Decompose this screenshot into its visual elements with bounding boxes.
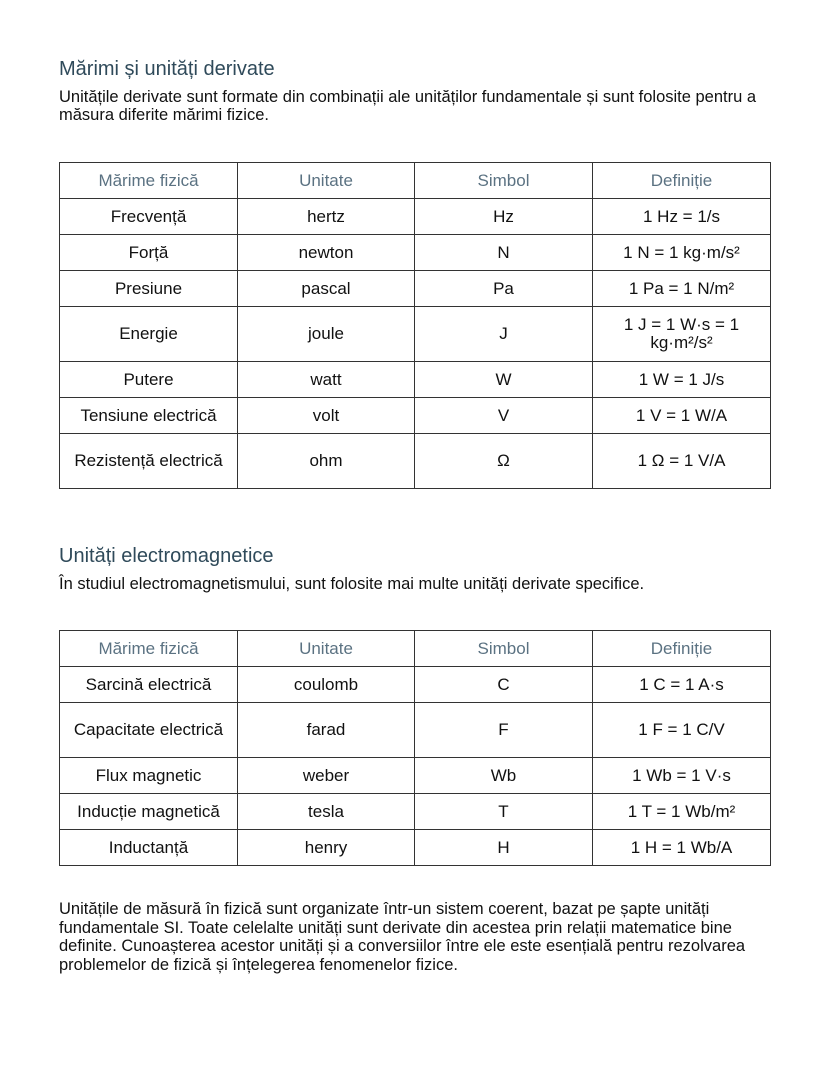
section-intro-derived-units: Unitățile derivate sunt formate din combinații ale unităților fundamentale și sunt folosite pentru a măsura diferite mărimi fizice. — [59, 88, 757, 124]
table-cell: 1 W = 1 J/s — [593, 362, 771, 398]
table-cell: 1 C = 1 A·s — [593, 667, 771, 703]
table-cell: 1 Pa = 1 N/m² — [593, 271, 771, 307]
table-cell: Energie — [60, 307, 238, 362]
table-row — [60, 758, 771, 794]
table-cell: 1 Wb = 1 V·s — [593, 758, 771, 794]
table-row — [60, 362, 771, 398]
table-cell: henry — [238, 830, 415, 866]
table-header-row — [60, 631, 771, 667]
table-cell: C — [415, 667, 593, 703]
table-cell: W — [415, 362, 593, 398]
table-cell: coulomb — [238, 667, 415, 703]
table-cell: 1 H = 1 Wb/A — [593, 830, 771, 866]
table-cell: hertz — [238, 199, 415, 235]
table-cell: pascal — [238, 271, 415, 307]
table-row — [60, 307, 771, 362]
table-cell: Hz — [415, 199, 593, 235]
table-cell: V — [415, 398, 593, 434]
table-cell: Rezistență electrică — [60, 434, 238, 489]
column-header: Unitate — [238, 631, 415, 667]
table-cell: Frecvență — [60, 199, 238, 235]
table-cell: Sarcină electrică — [60, 667, 238, 703]
table-cell: Capacitate electrică — [60, 703, 238, 758]
closing-paragraph: Unitățile de măsură în fizică sunt organizate într-un sistem coerent, bazat pe șapte unități fundamentale SI. Toate celelalte unități sunt derivate din acestea prin relații matematice bine definite. Cunoașterea acestor unități și a conversiilor între ele este esențială pentru rezolvarea problemelor de fizică și înțelegerea fenomenelor fizice. — [59, 900, 746, 974]
table-cell: 1 Ω = 1 V/A — [593, 434, 771, 489]
table-row — [60, 271, 771, 307]
table-cell: Presiune — [60, 271, 238, 307]
table-cell: weber — [238, 758, 415, 794]
table-cell: newton — [238, 235, 415, 271]
table-cell: 1 Hz = 1/s — [593, 199, 771, 235]
column-header: Mărime fizică — [60, 163, 238, 199]
table-cell: Ω — [415, 434, 593, 489]
table-cell: watt — [238, 362, 415, 398]
table-cell: J — [415, 307, 593, 362]
table-cell: N — [415, 235, 593, 271]
table-cell: volt — [238, 398, 415, 434]
column-header: Unitate — [238, 163, 415, 199]
table-cell: 1 N = 1 kg·m/s² — [593, 235, 771, 271]
section-title-derived-units: Mărimi și unități derivate — [59, 58, 275, 80]
table-cell: Forță — [60, 235, 238, 271]
table-cell: Pa — [415, 271, 593, 307]
table-row — [60, 830, 771, 866]
table-row — [60, 794, 771, 830]
table-row — [60, 398, 771, 434]
table-cell: H — [415, 830, 593, 866]
table-cell: Flux magnetic — [60, 758, 238, 794]
table-cell: Wb — [415, 758, 593, 794]
table-header-row — [60, 163, 771, 199]
column-header: Simbol — [415, 631, 593, 667]
table-cell: Putere — [60, 362, 238, 398]
section-title-electromagnetic-units: Unități electromagnetice — [59, 545, 274, 567]
table-row — [60, 703, 771, 758]
column-header: Mărime fizică — [60, 631, 238, 667]
column-header: Definiție — [593, 163, 771, 199]
table-row — [60, 235, 771, 271]
electromagnetic-units-table — [59, 630, 771, 866]
table-cell: farad — [238, 703, 415, 758]
table-cell: 1 T = 1 Wb/m² — [593, 794, 771, 830]
table-cell: 1 V = 1 W/A — [593, 398, 771, 434]
table-cell: Inductanță — [60, 830, 238, 866]
column-header: Simbol — [415, 163, 593, 199]
section-intro-electromagnetic-units: În studiul electromagnetismului, sunt folosite mai multe unități derivate specifice. — [59, 575, 645, 593]
table-cell: 1 F = 1 C/V — [593, 703, 771, 758]
table-row — [60, 434, 771, 489]
table-cell: joule — [238, 307, 415, 362]
derived-units-table — [59, 162, 771, 489]
table-row — [60, 199, 771, 235]
column-header: Definiție — [593, 631, 771, 667]
table-cell: F — [415, 703, 593, 758]
table-cell: 1 J = 1 W·s = 1 kg·m²/s² — [593, 307, 771, 362]
table-cell: T — [415, 794, 593, 830]
table-cell: ohm — [238, 434, 415, 489]
table-cell: Inducție magnetică — [60, 794, 238, 830]
table-cell: tesla — [238, 794, 415, 830]
table-row — [60, 667, 771, 703]
table-cell: Tensiune electrică — [60, 398, 238, 434]
